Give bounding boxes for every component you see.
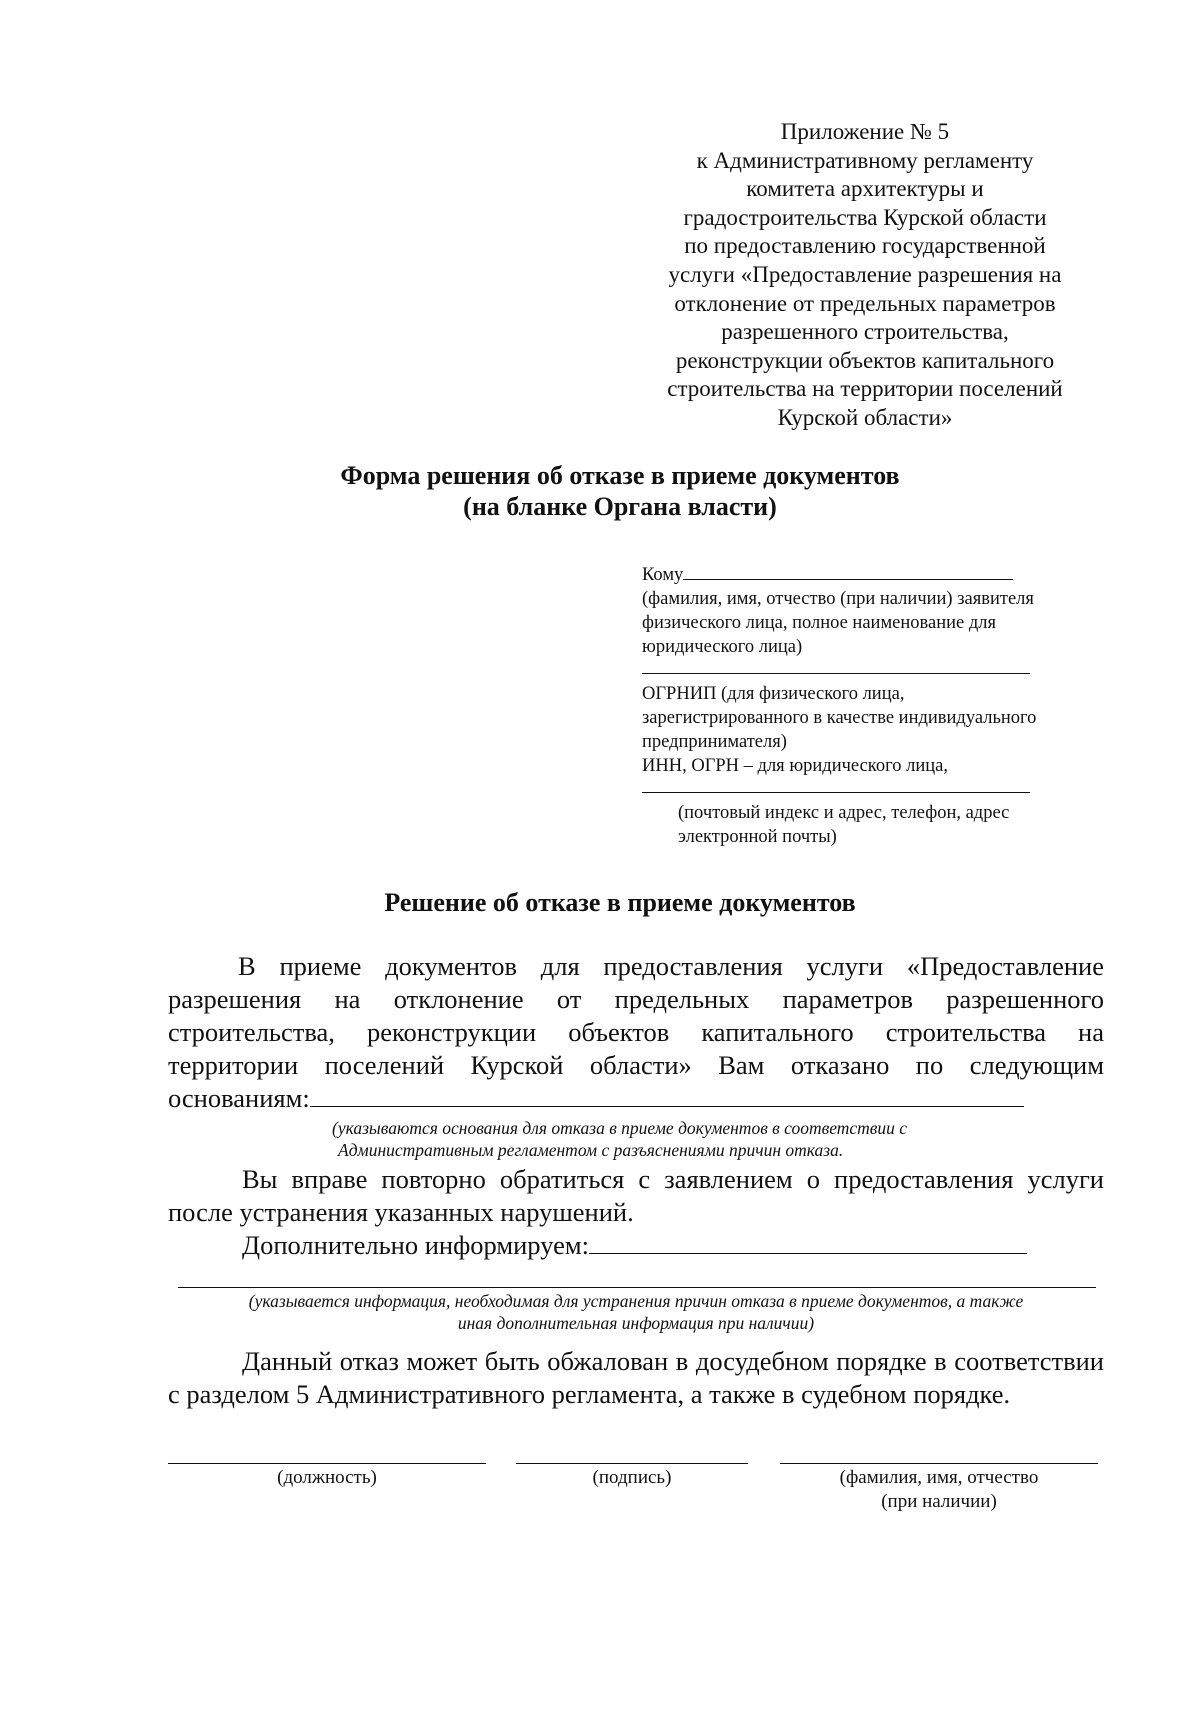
name-label bbox=[780, 1466, 1098, 1514]
appendix-line: разрешенного строительства, bbox=[721, 319, 1009, 345]
paragraph-reapply bbox=[168, 1163, 1104, 1229]
appendix-line: Приложение № 5 bbox=[780, 119, 950, 144]
address-hint: (почтовый индекс и адрес, телефон, адрес bbox=[678, 803, 1010, 823]
ogrnip-fill-line[interactable] bbox=[642, 659, 1030, 674]
address-hint: электронной почты) bbox=[678, 827, 837, 847]
refusal-grounds-label: основаниям: bbox=[168, 1083, 310, 1113]
grounds-note bbox=[332, 1117, 1072, 1161]
appendix-line: градостроительства Курской области bbox=[683, 204, 1047, 230]
paragraph-refusal bbox=[168, 950, 1104, 1115]
appendix-line: к Административному регламенту bbox=[696, 147, 1034, 173]
additional-label: Дополнительно информируем: bbox=[242, 1230, 589, 1260]
appendix-line: Курской области» bbox=[777, 404, 953, 430]
form-title-line: Форма решения об отказе в приеме документов bbox=[340, 461, 900, 490]
to-fill-line[interactable] bbox=[683, 560, 1013, 580]
additional-note bbox=[168, 1290, 1104, 1334]
appendix-header bbox=[630, 118, 1100, 433]
to-row bbox=[642, 560, 1062, 587]
position-sign-line[interactable] bbox=[168, 1463, 486, 1464]
decision-title: Решение об отказе в приеме документов bbox=[384, 888, 856, 917]
addressee-block bbox=[642, 560, 1062, 849]
additional-fill-line-2[interactable] bbox=[178, 1287, 1096, 1288]
ogrnip-hint: зарегистрированного в качестве индивидуального bbox=[642, 708, 1037, 728]
additional-note-line: иная дополнительная информация при наличии) bbox=[457, 1313, 815, 1333]
name-label-line: (фамилия, имя, отчество bbox=[839, 1467, 1039, 1488]
additional-note-line: (указывается информация, необходимая для устранения причин отказа в приеме документов, а также bbox=[248, 1291, 1024, 1311]
name-sign-line[interactable] bbox=[780, 1463, 1098, 1464]
appendix-line: отклонение от предельных параметров bbox=[674, 290, 1056, 316]
appendix-line: реконструкции объектов капитального bbox=[675, 347, 1055, 373]
to-hint: (фамилия, имя, отчество (при наличии) заявителя bbox=[642, 589, 1034, 609]
appendix-line: услуги «Предоставление разрешения на bbox=[668, 261, 1062, 287]
to-label: Кому bbox=[642, 565, 684, 585]
paragraph-additional bbox=[168, 1229, 1104, 1262]
to-hint: физического лица, полное наименование для bbox=[642, 613, 997, 633]
appeal-text: Данный отказ может быть обжалован в досудебном порядке в соответствии с разделом 5 Административного регламента, а также в судебном порядке. bbox=[168, 1346, 1104, 1409]
signature-sign-line[interactable] bbox=[516, 1463, 748, 1464]
reapply-text: Вы вправе повторно обратиться с заявлением о предоставления услуги после устранения указанных нарушений. bbox=[168, 1164, 1104, 1227]
appendix-line: комитета архитектуры и bbox=[746, 176, 984, 202]
additional-fill-line[interactable] bbox=[589, 1229, 1027, 1254]
to-hint: юридического лица) bbox=[642, 637, 803, 657]
form-title-subline: (на бланке Органа власти) bbox=[463, 492, 777, 521]
name-label-line: (при наличии) bbox=[881, 1491, 997, 1512]
ogrnip-hint: ОГРНИП (для физического лица, bbox=[642, 684, 905, 704]
grounds-note-line: Административным регламентом с разъяснениями причин отказа. bbox=[338, 1140, 844, 1160]
inn-hint: ИНН, ОГРН – для юридического лица, bbox=[642, 756, 948, 776]
refusal-text: В приеме документов для предоставления услуги «Предоставление разрешения на отклонение от предельных параметров разрешенного строительства, реконструкции объектов капитального строительства на территории поселений Курской области» Вам отказано по следующим bbox=[168, 951, 1104, 1080]
grounds-fill-line[interactable] bbox=[310, 1082, 1024, 1107]
address-fill-line[interactable] bbox=[642, 778, 1030, 793]
paragraph-appeal bbox=[168, 1345, 1104, 1411]
position-label: (должность) bbox=[277, 1467, 377, 1488]
signature-label: (подпись) bbox=[592, 1467, 672, 1488]
grounds-note-line: (указываются основания для отказа в приеме документов в соответствии с bbox=[332, 1118, 908, 1138]
ogrnip-hint: предпринимателя) bbox=[642, 732, 787, 752]
appendix-line: строительства на территории поселений bbox=[667, 376, 1063, 402]
form-title bbox=[150, 460, 1090, 522]
appendix-line: по предоставлению государственной bbox=[684, 233, 1046, 259]
